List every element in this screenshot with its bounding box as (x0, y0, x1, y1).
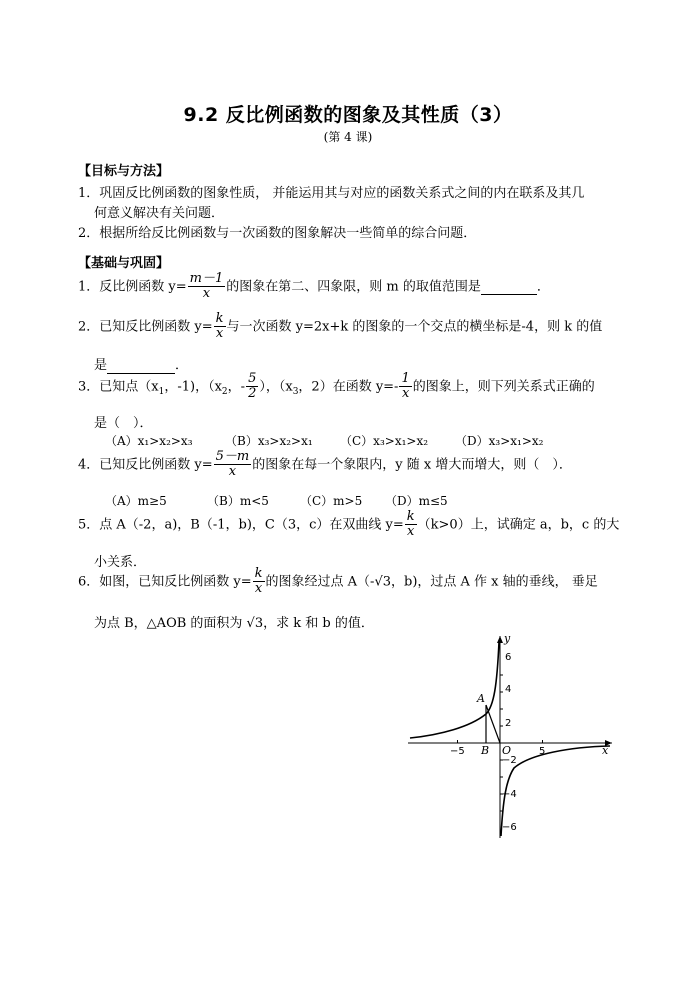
q3-option-d: （D）x₃>x₁>x₂ (455, 434, 544, 448)
goal-item-2: 2．根据所给反比例函数与一次函数的图象解决一些简单的综合问题． (78, 226, 477, 241)
segment-ao (486, 705, 500, 743)
q4-option-a: （A）m≥5 (105, 494, 167, 508)
fraction: $\frac{k}{x}$ (215, 311, 224, 342)
q3-option-c: （C）x₃>x₁>x₂ (340, 434, 429, 448)
question-3-cont: 是（ ）． (94, 416, 153, 431)
y-tick-label: −4 (502, 789, 517, 800)
fraction: $\frac{5}{2}$ (248, 371, 257, 402)
q4-option-c: （C）m>5 (300, 494, 363, 508)
y-axis-arrow (497, 636, 503, 643)
y-tick-label: 4 (505, 684, 512, 695)
question-1: 1．反比例函数 y= $\frac{m-1}{x}$ 的图象在第二、四象限，则 m 的取值范围是 ． (78, 271, 550, 302)
question-5: 5．点 A（-2，a)，B（-1，b)，C（3，c）在双曲线 y= $\frac{k}{x}$ （k>0）上，试确定 a，b，c 的大 (78, 509, 620, 540)
q3-option-a: （A）x₁>x₂>x₃ (105, 434, 193, 448)
question-6: 6．如图，已知反比例函数 y= $\frac{k}{x}$ 的图象经过点 A（-√3，b)，过点 A 作 x 轴的垂线， 垂足 (78, 566, 598, 597)
goals-heading: 【目标与方法】 (78, 164, 170, 179)
q3-option-b: （B）x₃>x₂>x₁ (225, 434, 313, 448)
point-b-label: B (481, 744, 490, 757)
question-4: 4．已知反比例函数 y= $\frac{5-m}{x}$ 的图象在每一个象限内，y 随 x 增大而增大，则（ ）． (78, 449, 572, 480)
x-tick-label: 5 (539, 746, 546, 757)
basics-heading: 【基础与巩固】 (78, 256, 170, 271)
q4-option-d: （D）m≤5 (385, 494, 448, 508)
q4-option-b: （B）m<5 (207, 494, 269, 508)
question-6-cont: 为点 B，△AOB 的面积为 √3，求 k 和 b 的值． (94, 616, 374, 631)
goal-item-1: 1．巩固反比例函数的图象性质， 并能运用其与对应的函数关系式之间的内在联系及其几 (78, 186, 585, 201)
y-tick-label: 6 (505, 652, 512, 663)
fraction: $\frac{k}{x}$ (406, 509, 415, 540)
fraction: $\frac{5-m}{x}$ (215, 449, 250, 480)
x-tick-label: −5 (450, 746, 465, 757)
fraction: $\frac{1}{x}$ (401, 371, 410, 402)
fraction: $\frac{k}{x}$ (254, 566, 263, 597)
question-2: 2．已知反比例函数 y= $\frac{k}{x}$ 与一次函数 y=2x+k 的图象的一个交点的横坐标是-4，则 k 的值 (78, 311, 603, 342)
y-tick-label: −2 (502, 755, 517, 766)
question-3: 3．已知点（$x_1$，-1)，（$x_2$，- $\frac{5}{2}$ ），（$x_3$，2）在函数 y=- $\frac{1}{x}$ 的图象上，则下列关系式正确的 (78, 371, 595, 402)
point-a-label: A (477, 692, 485, 705)
y-axis-label: y (504, 632, 511, 645)
question-5-cont: 小关系． (94, 555, 147, 570)
y-tick-label: 2 (505, 718, 512, 729)
origin-label: O (502, 744, 512, 757)
x-axis-label: x (602, 744, 609, 757)
hyperbola-branch-lower-right (501, 746, 610, 836)
question-2-cont: 是 ． (94, 358, 189, 373)
y-tick-label: −6 (502, 822, 517, 833)
hyperbola-figure (400, 630, 620, 842)
goal-item-1-cont: 何意义解决有关问题． (94, 206, 225, 221)
fraction: $\frac{m-1}{x}$ (189, 271, 224, 302)
answer-blank (481, 279, 537, 295)
page-title: 9.2 反比例函数的图象及其性质（3） (183, 104, 513, 126)
lesson-number: (第 4 课) (323, 130, 373, 144)
